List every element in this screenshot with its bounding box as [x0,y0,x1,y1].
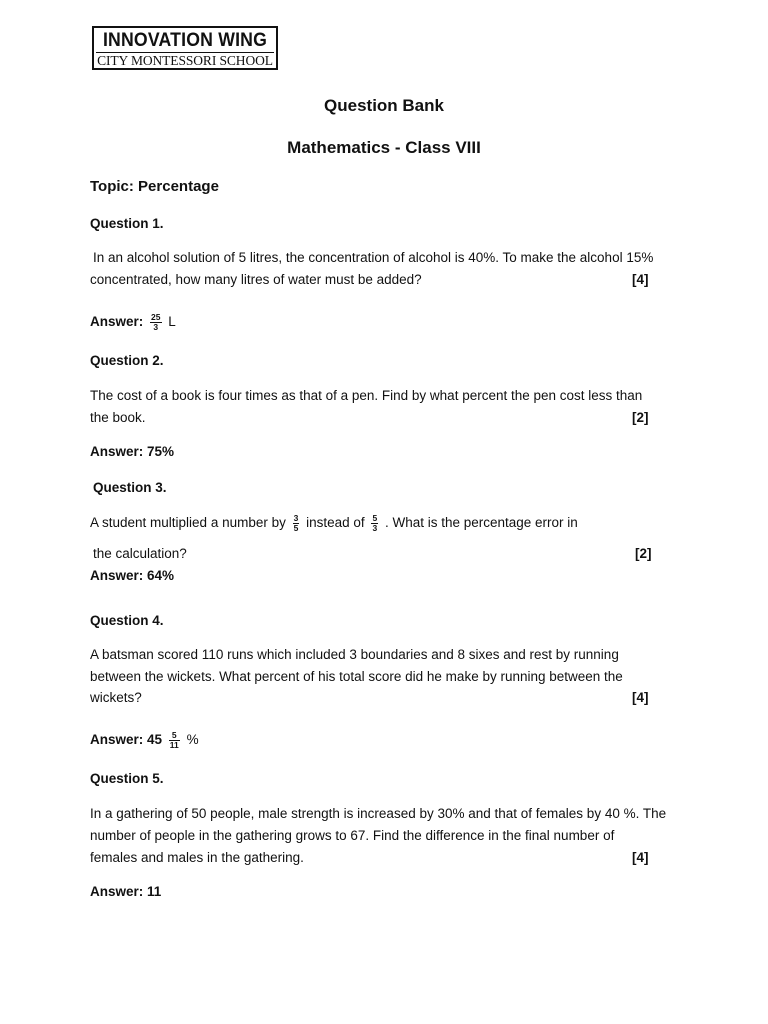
q3-text-part-3: . What is the percentage error in [384,515,578,531]
fraction-numerator: 25 [151,312,161,322]
answer-label: Answer: [90,314,144,330]
fraction-five-thirds [371,514,378,533]
answer-unit: % [186,732,199,748]
fraction-denominator: 5 [293,523,299,533]
question-2-answer: Answer: 75% [90,444,175,459]
answer-fraction [169,731,180,750]
question-2-text-line-2: the book. [90,410,146,425]
fraction-denominator: 3 [153,322,159,332]
q3-text-part-2: instead of [306,515,365,531]
question-1-text-line-2: concentrated, how many litres of water must be added? [90,272,422,287]
question-3-marks: [2] [635,546,652,561]
question-3-label: Question 3. [93,480,167,495]
innovation-wing-logo [92,26,278,70]
fraction-numerator: 3 [293,513,299,523]
question-4-answer [90,731,199,750]
answer-unit: L [168,314,176,330]
fraction-three-fifths [293,514,300,533]
question-2-text-line-1: The cost of a book is four times as that of a pen. Find by what percent the pen cost less than [90,388,643,403]
question-1-label: Question 1. [90,216,164,231]
question-4-text-line-3: wickets? [90,690,142,705]
question-2-marks: [2] [632,410,649,425]
q3-text-part-1: A student multiplied a number by [90,515,286,531]
question-2-label: Question 2. [90,353,164,368]
fraction-numerator: 5 [169,731,180,741]
question-1-answer [90,313,176,332]
logo-sub-text: CITY MONTESSORI SCHOOL [97,53,273,68]
question-4-text-line-2: between the wickets. What percent of his total score did he make by running between the [90,669,623,684]
answer-label: Answer: 45 [90,732,163,748]
question-5-text-line-3: females and males in the gathering. [90,850,304,865]
page-title: Question Bank [324,96,444,115]
logo-main-text: INNOVATION WING [102,30,268,51]
question-1-text-line-1: In an alcohol solution of 5 litres, the concentration of alcohol is 40%. To make the alcohol 15% [93,250,654,265]
question-4-marks: [4] [632,690,649,705]
question-3-text-line-1 [90,514,578,533]
question-5-text-line-1: In a gathering of 50 people, male strength is increased by 30% and that of females by 40 %. The [90,806,667,821]
question-4-label: Question 4. [90,613,164,628]
topic-heading: Topic: Percentage [90,178,219,195]
question-4-text-line-1: A batsman scored 110 runs which included 3 boundaries and 8 sixes and rest by running [90,647,619,662]
question-5-answer: Answer: 11 [90,884,162,899]
fraction-numerator: 5 [372,513,378,523]
question-3-answer: Answer: 64% [90,568,175,583]
question-1-marks: [4] [632,272,649,287]
fraction-denominator: 11 [169,740,179,750]
question-5-text-line-2: number of people in the gathering grows to 67. Find the difference in the final number of [90,828,615,843]
page-subtitle: Mathematics - Class VIII [287,138,481,157]
question-3-text-line-2: the calculation? [93,546,187,561]
answer-fraction [150,313,161,332]
question-5-label: Question 5. [90,771,164,786]
question-5-marks: [4] [632,850,649,865]
fraction-denominator: 3 [372,523,378,533]
